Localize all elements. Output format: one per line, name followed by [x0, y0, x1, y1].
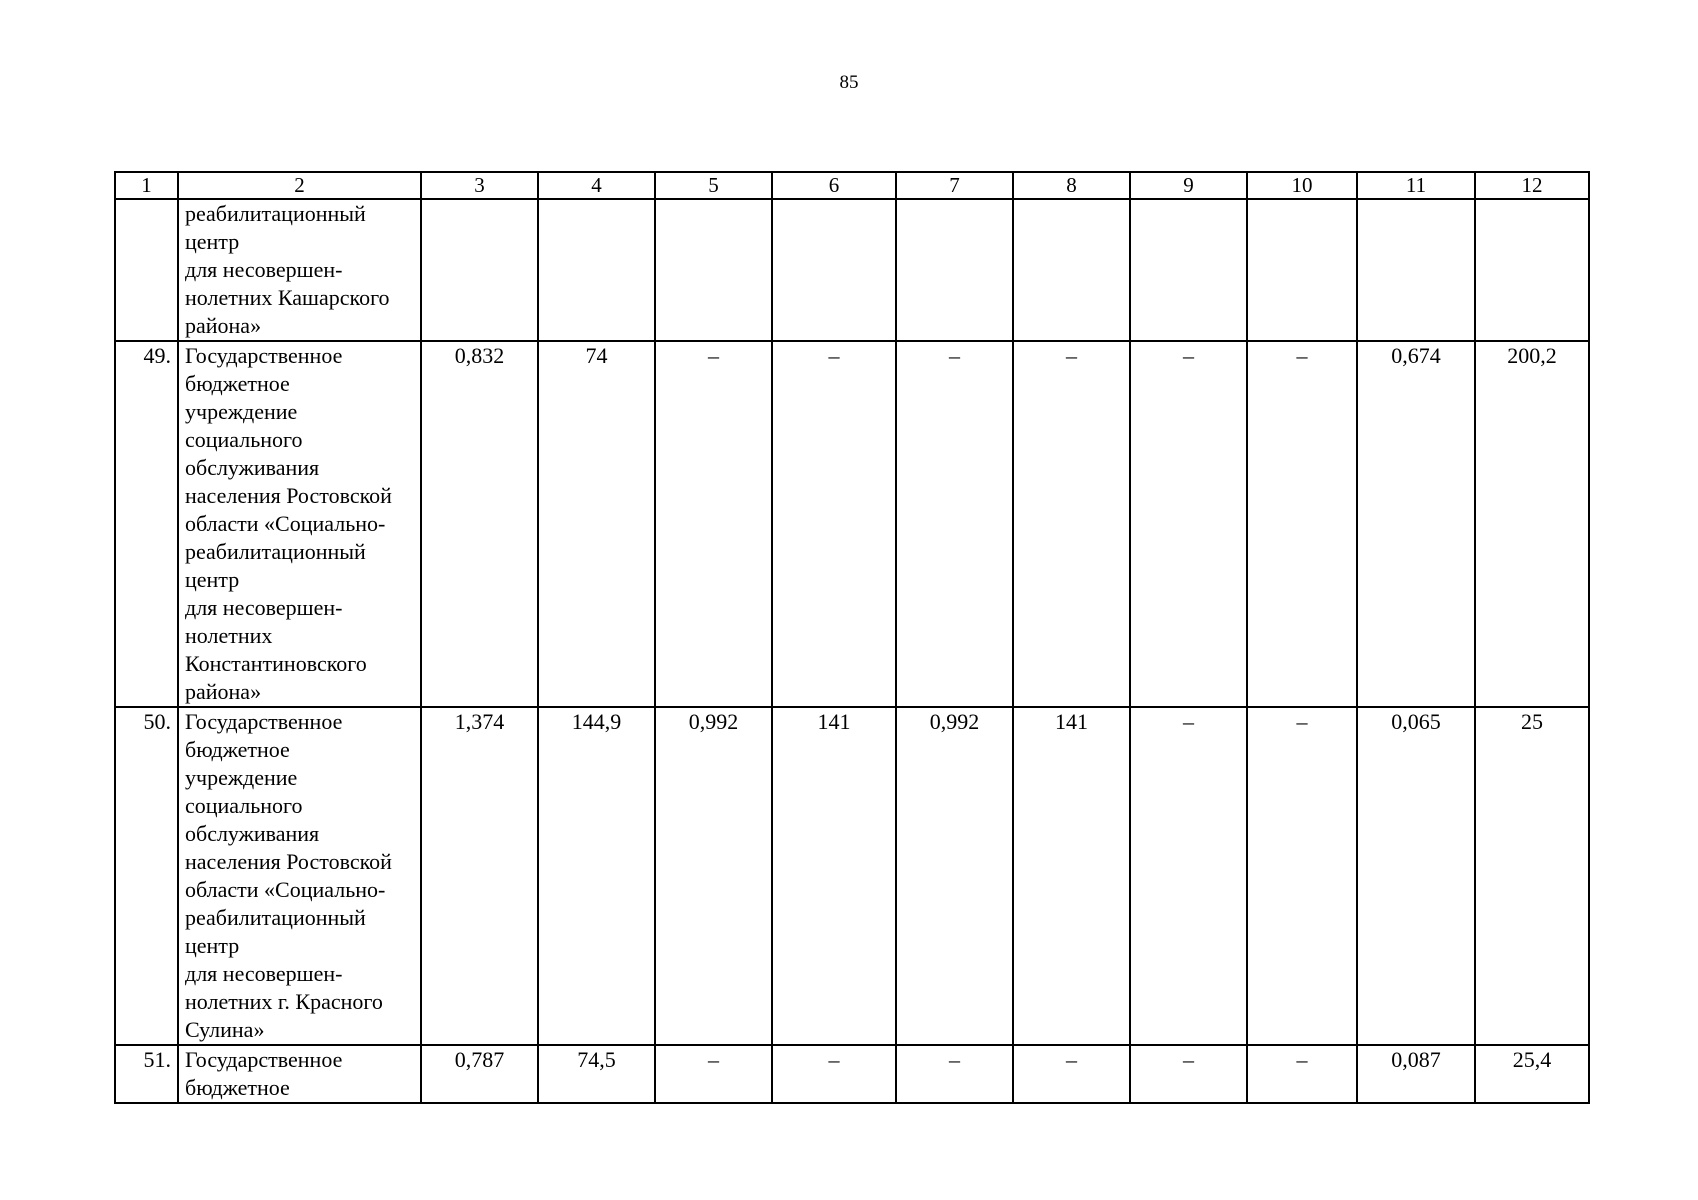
table-row [115, 341, 1589, 707]
value-cell: – [772, 341, 896, 707]
value-cell: – [1247, 707, 1357, 1045]
row-number [115, 199, 178, 341]
value-cell [1130, 199, 1247, 341]
value-cell: 141 [772, 707, 896, 1045]
value-cell: – [896, 341, 1013, 707]
value-cell: – [1130, 341, 1247, 707]
institution-name: Государственное бюджетное [178, 1045, 421, 1103]
value-cell: – [772, 1045, 896, 1103]
table-row [115, 707, 1589, 1045]
page-number: 85 [839, 72, 859, 93]
value-cell: 25,4 [1475, 1045, 1589, 1103]
value-cell [772, 199, 896, 341]
column-header: 4 [538, 172, 655, 199]
value-cell: – [1247, 1045, 1357, 1103]
value-cell: 141 [1013, 707, 1130, 1045]
column-header: 8 [1013, 172, 1130, 199]
value-cell [1247, 199, 1357, 341]
column-header: 12 [1475, 172, 1589, 199]
value-cell: 0,065 [1357, 707, 1475, 1045]
institution-name: Государственное бюджетное учреждение социального обслуживания населения Ростовской области «Социально- реабилитационный центр для несовершен- нолетних г. Красного Сулина» [178, 707, 421, 1045]
row-number: 51. [115, 1045, 178, 1103]
column-header: 6 [772, 172, 896, 199]
value-cell: – [655, 341, 772, 707]
value-cell [1475, 199, 1589, 341]
column-header: 7 [896, 172, 1013, 199]
value-cell: – [1130, 1045, 1247, 1103]
column-header: 1 [115, 172, 178, 199]
value-cell: – [1013, 341, 1130, 707]
value-cell: – [1013, 1045, 1130, 1103]
column-header: 11 [1357, 172, 1475, 199]
value-cell: 25 [1475, 707, 1589, 1045]
value-cell: 0,832 [421, 341, 538, 707]
value-cell: 0,992 [655, 707, 772, 1045]
value-cell [421, 199, 538, 341]
row-number: 49. [115, 341, 178, 707]
table-row [115, 199, 1589, 341]
value-cell: 0,992 [896, 707, 1013, 1045]
institution-name: реабилитационный центр для несовершен- нолетних Кашарского района» [178, 199, 421, 341]
value-cell: – [896, 1045, 1013, 1103]
column-header: 9 [1130, 172, 1247, 199]
column-header: 2 [178, 172, 421, 199]
value-cell [1013, 199, 1130, 341]
institution-name: Государственное бюджетное учреждение социального обслуживания населения Ростовской области «Социально- реабилитационный центр для несовершен- нолетних Константиновского района» [178, 341, 421, 707]
column-header: 3 [421, 172, 538, 199]
row-number: 50. [115, 707, 178, 1045]
column-number-row [115, 172, 1589, 199]
value-cell: 0,787 [421, 1045, 538, 1103]
value-cell: 74,5 [538, 1045, 655, 1103]
value-cell: 200,2 [1475, 341, 1589, 707]
value-cell [1357, 199, 1475, 341]
table-row [115, 1045, 1589, 1103]
value-cell: 0,674 [1357, 341, 1475, 707]
value-cell: 74 [538, 341, 655, 707]
value-cell: 1,374 [421, 707, 538, 1045]
value-cell: – [1130, 707, 1247, 1045]
column-header: 10 [1247, 172, 1357, 199]
value-cell: – [655, 1045, 772, 1103]
value-cell: 0,087 [1357, 1045, 1475, 1103]
value-cell [538, 199, 655, 341]
value-cell [655, 199, 772, 341]
value-cell [896, 199, 1013, 341]
column-header: 5 [655, 172, 772, 199]
value-cell: – [1247, 341, 1357, 707]
data-table [114, 171, 1590, 1104]
value-cell: 144,9 [538, 707, 655, 1045]
